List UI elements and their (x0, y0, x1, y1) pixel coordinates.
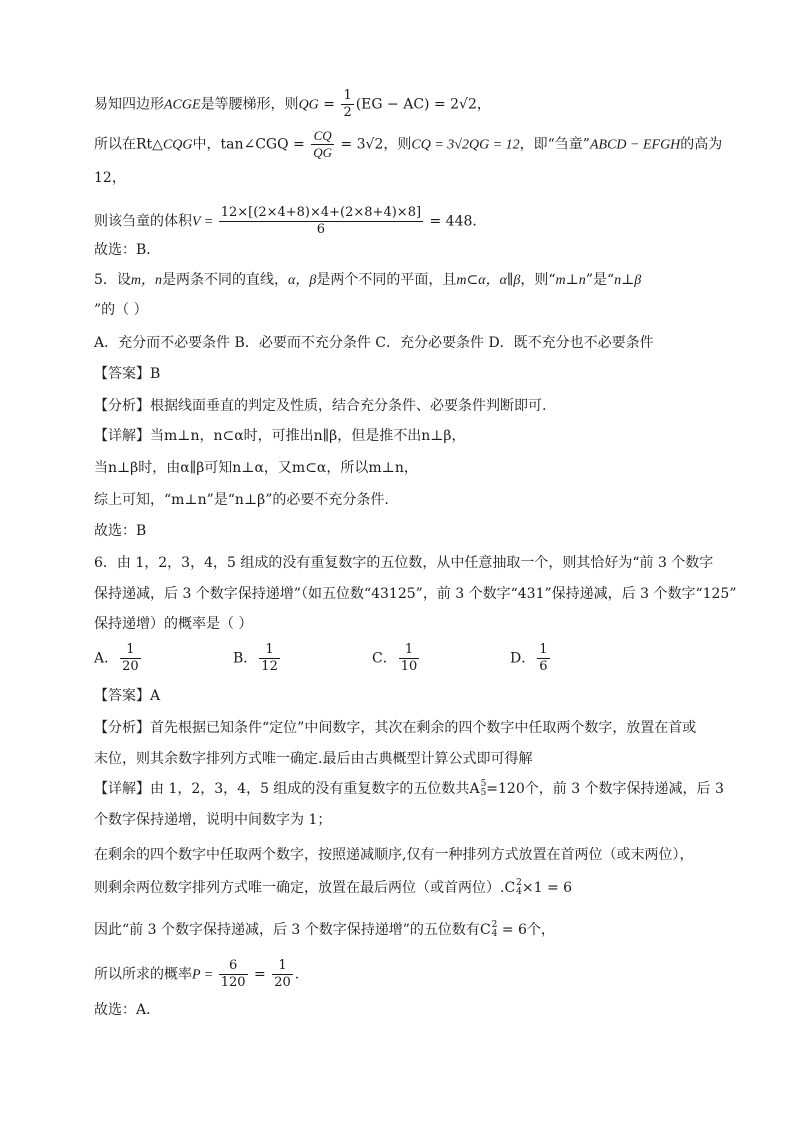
math: QG (298, 97, 319, 113)
q6-analysis-1 (94, 718, 696, 738)
text: 的高为 (680, 136, 723, 153)
analysis-tag: 【分析】 (94, 398, 150, 414)
text: 所以所求的概率 (94, 966, 192, 983)
superscript: 2 (516, 878, 522, 888)
superscript: 2 (491, 920, 498, 930)
numerator: 1 (120, 642, 141, 659)
q6-answer (94, 686, 160, 706)
text: 5．设 (94, 272, 131, 288)
q5-analysis (94, 396, 546, 416)
math: =120 (486, 781, 525, 797)
fraction (311, 128, 334, 161)
text: 由 1，2，3，4，5 组成的没有重复数字的五位数共 (150, 781, 470, 797)
q6-stem-line-3: 保持递增）的概率是（ ） (94, 616, 253, 632)
text: ，即“刍童” (519, 136, 590, 153)
numerator: CQ (311, 128, 334, 145)
q5-detail-1 (94, 426, 466, 446)
text: 易知四边形 (94, 96, 164, 113)
text: 个， (526, 922, 555, 938)
math: m⊥n (555, 273, 586, 288)
math: = (249, 966, 271, 983)
q6-detail-2: 个数字保持递增，说明中间数字为 1； (94, 812, 332, 828)
math: (EG − AC) = 2√2， (355, 96, 491, 113)
q6-detail-4 (94, 878, 572, 898)
analysis-text: 根据线面垂直的判定及性质，结合充分条件、必要条件判断即可. (150, 398, 547, 414)
math: ×1 = 6 (521, 880, 573, 896)
text: 是两条不同的直线， (162, 272, 289, 288)
q6-detail-1 (94, 779, 724, 799)
analysis-tag: 【分析】 (94, 720, 150, 736)
answer-tag: 【答案】 (94, 688, 150, 704)
math: tan∠CGQ = (220, 136, 310, 153)
detail-tag: 【详解】 (94, 428, 150, 444)
fraction (341, 88, 353, 121)
subscript: 4 (491, 929, 498, 939)
numerator: 1 (343, 88, 352, 103)
denominator: 20 (274, 975, 291, 990)
text: ，则“ (520, 272, 556, 288)
prev-line-5: 故选：B． (94, 242, 161, 258)
text: ”是“ (585, 272, 615, 288)
denominator: 20 (122, 659, 139, 674)
math: α，β (288, 273, 317, 288)
text: 是等腰梯形，则 (200, 96, 299, 113)
q6-detail-7: 故选：A． (94, 1002, 161, 1018)
math: △CQG (152, 137, 193, 153)
q5-stem-line-2: ”的（ ） (94, 302, 148, 318)
q6-option-c (372, 642, 421, 675)
text: 中， (192, 136, 221, 153)
q6-analysis-2: 末位，则其余数字排列方式唯一确定.最后由古典概型计算公式即可得解 (94, 751, 533, 767)
text: 则该刍童的体积 (94, 213, 192, 230)
numerator: 1 (539, 642, 548, 657)
q5-detail-2: 当n⊥β时，由α∥β可知n⊥α，又m⊂α，所以m⊥n， (94, 460, 418, 476)
detail-text: 当m⊥n，n⊂α时，可推出n∥β，但是推不出n⊥β， (150, 428, 466, 444)
numerator: 12×[(2×4+8)×4+(2×8+4)×8] (220, 205, 422, 220)
option-label: D． (510, 650, 536, 667)
q6-option-b (233, 642, 282, 675)
analysis-text: 首先根据已知条件“定位”中间数字，其次在剩余的四个数字中任取两个数字，放置在首或 (150, 720, 697, 736)
math: C (479, 922, 491, 938)
math: CQ = 3√2QG = 12 (411, 137, 520, 153)
q6-detail-5 (94, 920, 555, 940)
q6-option-d (510, 642, 552, 675)
math: V = (192, 214, 217, 230)
denominator: 10 (400, 659, 418, 674)
fraction (272, 958, 293, 991)
answer-value: B (150, 366, 161, 382)
q6-detail-6 (94, 958, 299, 991)
math: n⊥β (614, 273, 642, 288)
prev-line-4 (94, 205, 477, 238)
q5-stem-line-1 (94, 270, 641, 291)
fraction (219, 958, 248, 991)
superscript: 5 (480, 779, 487, 789)
math: = 448. (425, 213, 477, 230)
fraction (537, 642, 549, 675)
answer-value: A (150, 688, 161, 704)
fraction (120, 642, 141, 675)
subscript: 5 (480, 788, 487, 798)
math: = 3√2，则 (336, 136, 412, 153)
numerator: 1 (259, 642, 280, 659)
subscript: 4 (516, 887, 522, 897)
math: . (294, 966, 300, 983)
math: C (504, 880, 516, 896)
math: P = (192, 967, 217, 983)
text: 所以在Rt (94, 136, 153, 153)
q6-detail-3: 在剩余的四个数字中任取两个数字，按照递减顺序,仅有一种排列方式放置在首两位（或末两位）， (94, 847, 694, 863)
fraction (219, 205, 423, 238)
math: ABCD − EFGH (589, 137, 681, 153)
denominator: 2 (343, 105, 352, 120)
denominator: 6 (316, 222, 326, 237)
q6-stem-line-1: 6．由 1，2，3，4，5 组成的没有重复数字的五位数，从中任意抽取一个，则其恰好为“前 3 个数字 (94, 555, 714, 571)
math: A (469, 781, 480, 797)
denominator: 120 (220, 975, 246, 990)
numerator: 1 (272, 958, 293, 975)
q5-detail-3: 综上可知，“m⊥n”是“n⊥β”的必要不充分条件. (94, 492, 389, 508)
q6-stem-line-2: 保持递减，后 3 个数字保持递增”（如五位数“43125”，前 3 个数字“431”保持递减，后 3 个数字“125” (94, 586, 737, 602)
option-label: B． (233, 650, 258, 667)
math: = (318, 96, 340, 113)
q5-answer (94, 364, 160, 384)
detail-tag: 【详解】 (94, 781, 150, 797)
q5-options: A．充分而不必要条件 B．必要而不充分条件 C．充分必要条件 D．既不充分也不必要条件 (94, 335, 654, 351)
q5-detail-4: 故选：B (94, 523, 147, 539)
option-label: A． (94, 650, 119, 667)
option-label: C． (372, 650, 397, 667)
text: 则剩余两位数字排列方式唯一确定，放置在最后两位（或首两位）. (94, 880, 505, 896)
math: m⊂α，α∥β (456, 273, 521, 288)
math: ACGE (164, 97, 201, 113)
q6-option-a (94, 642, 143, 675)
fraction (259, 642, 280, 675)
prev-line-3: 12， (94, 170, 126, 186)
text: 个，前 3 个数字保持递减，后 3 (524, 781, 724, 797)
numerator: 6 (219, 958, 248, 975)
fraction (399, 642, 420, 675)
prev-line-1 (94, 88, 491, 121)
prev-line-2 (94, 128, 722, 161)
denominator: QG (313, 145, 333, 160)
denominator: 12 (261, 659, 278, 674)
text: 因此“前 3 个数字保持递减，后 3 个数字保持递增”的五位数有 (94, 922, 480, 938)
text: 是两个不同的平面，且 (316, 272, 457, 288)
math: m，n (130, 273, 163, 288)
numerator: 1 (399, 642, 420, 659)
math: = 6 (497, 922, 527, 938)
denominator: 6 (539, 659, 548, 674)
answer-tag: 【答案】 (94, 366, 150, 382)
